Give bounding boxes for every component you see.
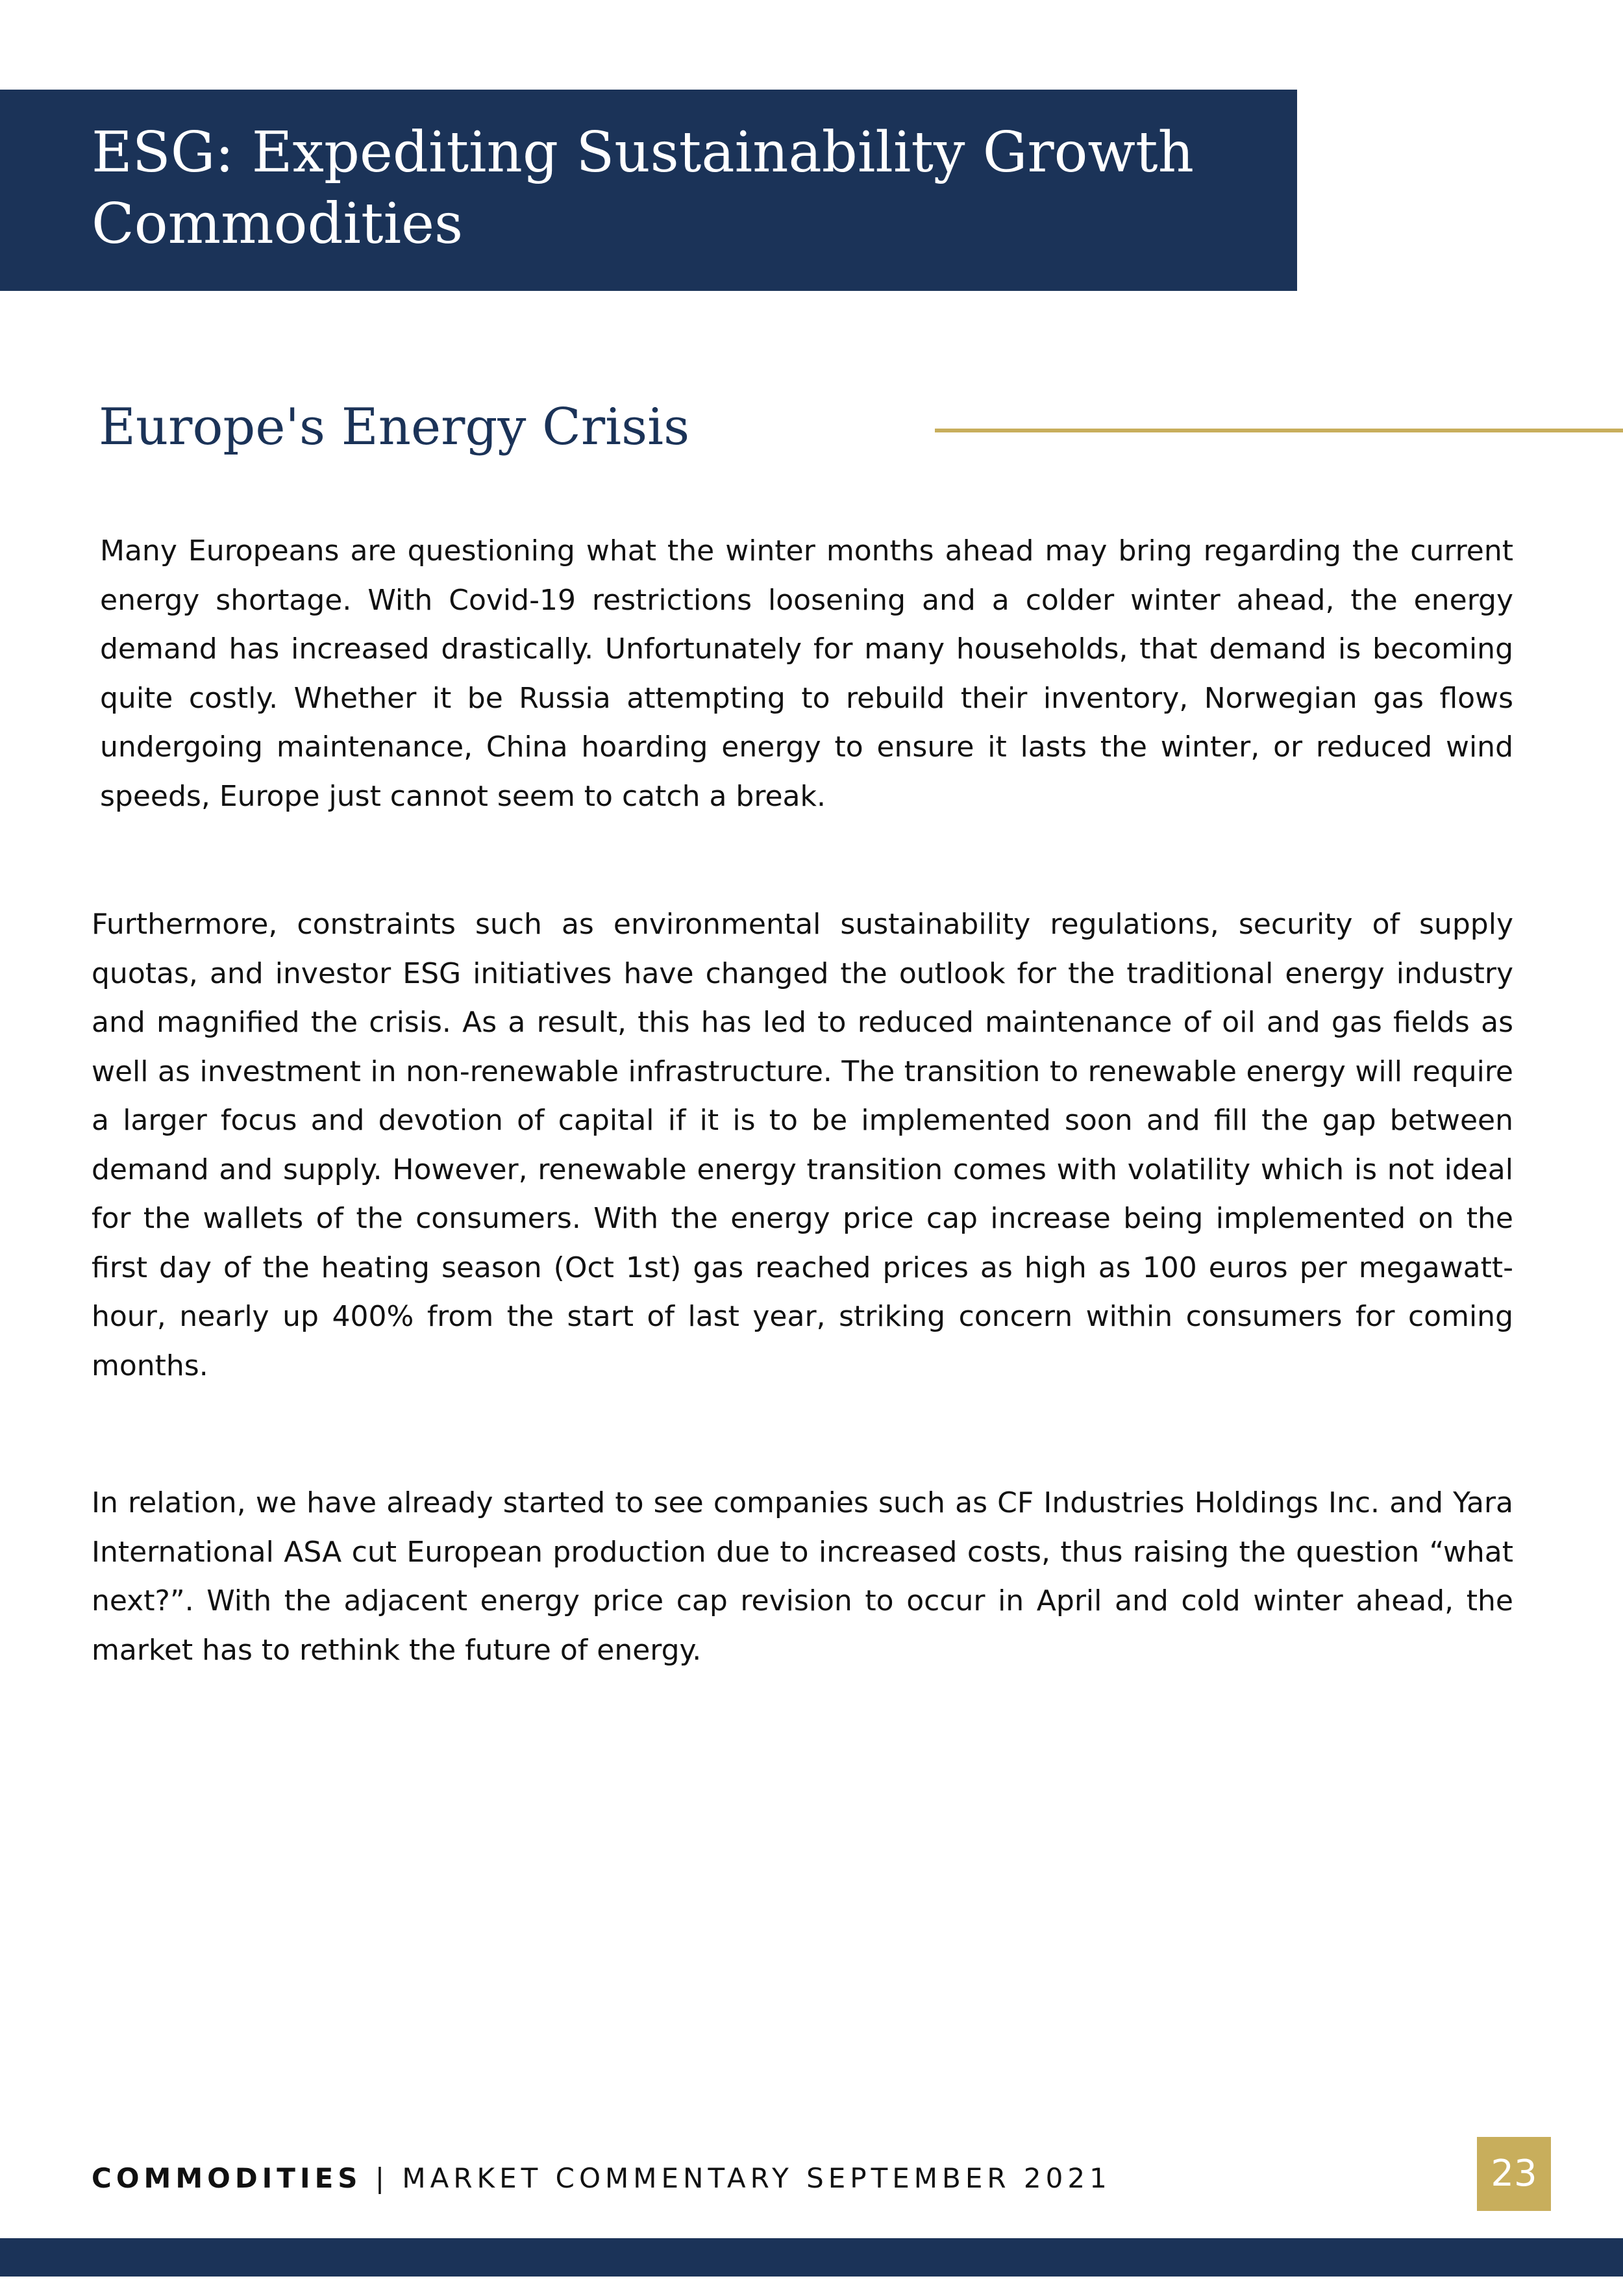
- section-title: Europe's Energy Crisis: [99, 398, 690, 456]
- footer-caption: [92, 2159, 1111, 2198]
- page-title-line-2: Commodities: [92, 192, 464, 256]
- page-title: [92, 117, 1280, 260]
- page-number-badge: 23: [1477, 2137, 1551, 2211]
- section-divider: [935, 429, 1623, 432]
- body-paragraph-1: Many Europeans are questioning what the winter months ahead may bring regarding the current energy shortage. With Covid-19 restrictions loosening and a colder winter ahead, the energy demand has increased drastically. Unfortunately for many households, that demand is becoming quite costly. Whether it be Russia attempting to rebuild their inventory, Norwegian gas flows undergoing maintenance, China hoarding energy to ensure it lasts the winter, or reduced wind speeds, Europe just cannot seem to catch a break.: [100, 534, 1513, 813]
- page-title-line-1: ESG: Expediting Sustainability Growth: [92, 120, 1194, 185]
- footer-separator: |: [362, 2162, 403, 2194]
- bottom-bar: [0, 2238, 1623, 2277]
- footer-section-label: COMMODITIES: [92, 2162, 362, 2194]
- body-paragraph-3: In relation, we have already started to see companies such as CF Industries Holdings Inc. and Yara International ASA cut European production due to increased costs, thus raising the question “what next?”. With the adjacent energy price cap revision to occur in April and cold winter ahead, the market has to rethink the future of energy.: [92, 1486, 1513, 1667]
- body-paragraph-2: Furthermore, constraints such as environmental sustainability regulations, security of supply quotas, and investor ESG initiatives have changed the outlook for the traditional energy industry and magnified the crisis. As a result, this has led to reduced maintenance of oil and gas fields as well as investment in non-renewable infrastructure. The transition to renewable energy will require a larger focus and devotion of capital if it is to be implemented soon and fill the gap between demand and supply. However, renewable energy transition comes with volatility which is not ideal for the wallets of the consumers. With the energy price cap increase being implemented on the first day of the heating season (Oct 1st) gas reached prices as high as 100 euros per megawatt-hour, nearly up 400% from the start of last year, striking concern within consumers for coming months.: [92, 908, 1513, 1382]
- footer-publication: MARKET COMMENTARY SEPTEMBER 2021: [402, 2162, 1111, 2194]
